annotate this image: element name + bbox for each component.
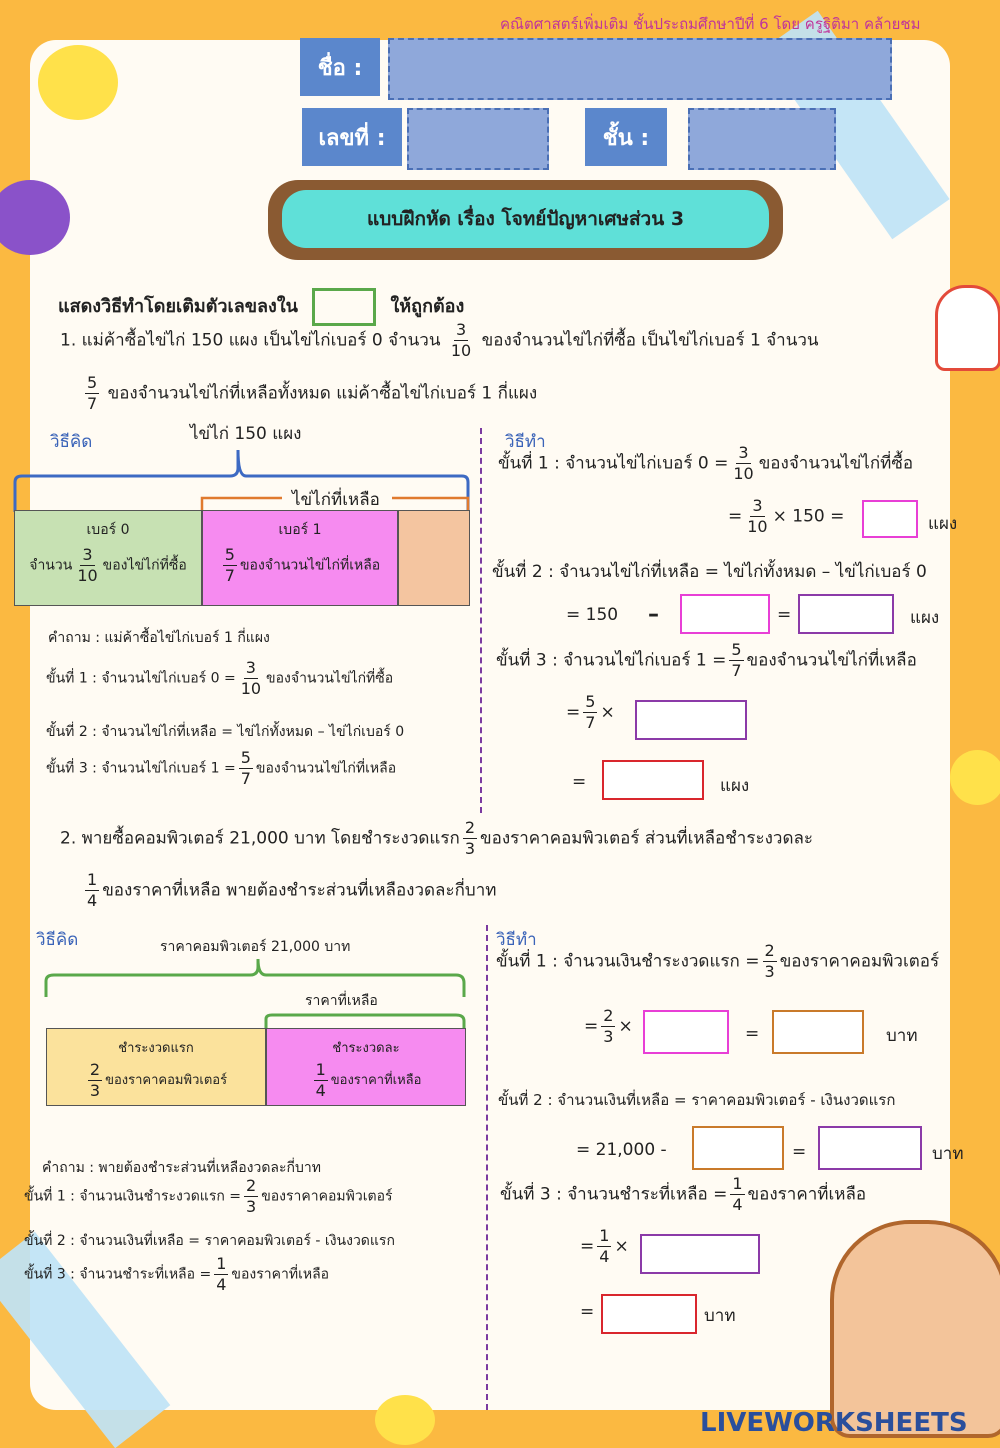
q1-cell1-title: เบอร์ 1 [278,522,322,538]
fraction-5-7: $\frac{5}{7}$ [240,748,251,788]
q2-text-line2: $\frac{1}{4}$ ของราคาที่เหลือ พายต้องชำระส่วนที่เหลืองวดละกี่บาท [87,870,497,910]
fraction-3-10: $\frac{3}{10}$ [240,658,262,698]
q1-left-step2: ขั้นที่ 2 : จำนวนไข่ไก่ที่เหลือ = ไข่ไก่ทั้งหมด – ไข่ไก่เบอร์ 0 [46,724,405,740]
q1-remain-label: ไข่ไก่ที่เหลือ [292,490,380,510]
q2-answer-box-2[interactable] [772,1010,864,1054]
fraction-3-10: $\frac{3}{10}$ [450,320,472,360]
q2-solve-label: วิธีทำ [496,930,537,950]
liveworksheets-logo [700,1408,968,1438]
boy-character-icon [830,1220,1000,1438]
q1-unit-1: แผง [928,514,958,534]
q1-answer-box-3[interactable] [798,594,894,634]
q1-answer-box-2[interactable] [680,594,770,634]
q2-right-step1-line2: = $\frac{2}{3}$ × [584,1006,633,1046]
q1-bar-segment-2 [398,510,470,606]
q1-equals-final: = [572,772,587,792]
liveworksheets-logo-text: LIVEWORKSHEETS [700,1408,968,1438]
star-decoration [38,45,118,120]
class-label: ชั้น : [585,108,667,166]
star-decoration [950,750,1000,805]
q1-unit-3: แผง [720,776,750,796]
q2-left-step2: ขั้นที่ 2 : จำนวนเงินที่เหลือ = ราคาคอมพิวเตอร์ - เงินงวดแรก [24,1233,395,1249]
q2-answer-box-4[interactable] [818,1126,922,1170]
q2-unit-2: บาท [932,1144,964,1164]
title-panel [282,190,769,248]
q2-cell0-body: $\frac{2}{3}$ ของราคาคอมพิวเตอร์ [89,1060,228,1100]
fraction-2-3: $\frac{2}{3}$ [603,1006,614,1046]
name-input[interactable] [388,38,892,100]
q1-bar-segment-0 [14,510,202,606]
q1-unit-2: แผง [910,608,940,628]
number-label: เลขที่ : [302,108,402,166]
q1-right-step3: ขั้นที่ 3 : จำนวนไข่ไก่เบอร์ 1 = $\frac{5}{7}$ ของจำนวนไข่ไก่ที่เหลือ [496,640,917,680]
q2-text-line1: 2. พายซื้อคอมพิวเตอร์ 21,000 บาท โดยชำระงวดแรก $\frac{2}{3}$ ของราคาคอมพิวเตอร์ ส่วนที่เหลือชำระงวดละ [60,818,814,858]
q1-cell0-title: เบอร์ 0 [86,522,130,538]
q1-column-divider [480,428,482,813]
q2-cell0-title: ชำระงวดแรก [118,1041,194,1056]
q1-minus-sign: – [648,602,659,627]
q2-right-step1: ขั้นที่ 1 : จำนวนเงินชำระงวดแรก = $\frac{2}{3}$ ของราคาคอมพิวเตอร์ [496,941,940,981]
q1-text-a: 1. แม่ค้าซื้อไข่ไก่ 150 แผง เป็นไข่ไก่เบอร์ 0 จำนวน [60,330,441,351]
q2-brace [40,955,470,1030]
q2-left-step3: ขั้นที่ 3 : จำนวนชำระที่เหลือ = $\frac{1}{4}$ ของราคาที่เหลือ [24,1254,330,1294]
fraction-1-4: $\frac{1}{4}$ [216,1254,227,1294]
q2-equals-final: = [580,1302,595,1322]
fraction-3-10: $\frac{3}{10}$ [77,545,98,585]
q1-bar-segment-1 [202,510,398,606]
q2-unit-3: บาท [704,1306,736,1326]
q1-left-step3: ขั้นที่ 3 : จำนวนไข่ไก่เบอร์ 1 = $\frac{5}{7}$ ของจำนวนไข่ไก่ที่เหลือ [46,748,397,788]
q1-think-label: วิธีคิด [50,432,93,452]
instruction-text [58,288,464,326]
q1-text-b: ของจำนวนไข่ไก่ที่ซื้อ เป็นไข่ไก่เบอร์ 1 จำนวน [481,330,819,351]
q1-solve-label: วิธีทำ [505,432,546,452]
q1-right-step3-line2: = $\frac{5}{7}$ × [566,692,615,732]
fraction-5-7: $\frac{5}{7}$ [224,545,235,585]
q1-brace [12,440,472,515]
fraction-2-3: $\frac{2}{3}$ [464,818,475,858]
q2-right-step2: ขั้นที่ 2 : จำนวนเงินที่เหลือ = ราคาคอมพิวเตอร์ - เงินงวดแรก [498,1091,896,1109]
fraction-1-4: $\frac{1}{4}$ [87,870,98,910]
fraction-2-3: $\frac{2}{3}$ [89,1060,101,1100]
q1-answer-box-4[interactable] [635,700,747,740]
q2-unit-1: บาท [886,1026,918,1046]
q1-text-line2 [82,375,537,412]
number-input[interactable] [407,108,549,170]
q1-question: คำถาม : แม่ค้าซื้อไข่ไก่เบอร์ 1 กี่แผง [48,630,270,646]
q1-equals-sign: = [777,605,792,625]
q2-question: คำถาม : พายต้องชำระส่วนที่เหลืองวดละกี่บาท [42,1160,321,1176]
header-credit: คณิตศาสตร์เพิ่มเติม ชั้นประถมศึกษาปีที่ 6 โดย ครูฐิติมา คล้ายชม [500,15,921,33]
star-decoration [375,1395,435,1445]
q2-total-brace [46,959,464,997]
q1-total-label: ไข่ไก่ 150 แผง [190,424,302,444]
q2-answer-box-3[interactable] [692,1126,784,1170]
q2-right-step3-line2: = $\frac{1}{4}$ × [580,1226,629,1266]
q2-total-label: ราคาคอมพิวเตอร์ 21,000 บาท [160,939,351,955]
q1-answer-box-1[interactable] [862,500,918,538]
page-title: แบบฝึกหัด เรื่อง โจทย์ปัญหาเศษส่วน 3 [366,208,685,230]
q1-text-line1 [60,322,819,359]
instruction-before: แสดงวิธีทำโดยเติมตัวเลขลงใน [58,296,298,317]
fraction-2-3: $\frac{2}{3}$ [246,1176,257,1216]
q2-equals-2: = [792,1142,807,1162]
rocket-icon [935,285,1000,371]
q1-final-answer-box[interactable] [602,760,704,800]
fraction-5-7: $\frac{5}{7}$ [87,373,98,413]
instruction-sample-box [312,288,376,326]
q2-remain-label: ราคาที่เหลือ [305,993,378,1009]
q1-left-step1: ขั้นที่ 1 : จำนวนไข่ไก่เบอร์ 0 = $\frac{3}{10}$ ของจำนวนไข่ไก่ที่ซื้อ [46,658,394,698]
instruction-after: ให้ถูกต้อง [390,296,465,317]
q1-right-step2-line2: = 150 [566,605,619,625]
q2-remain-brace [266,1015,464,1029]
q2-equals-1: = [745,1024,760,1044]
q2-cell1-title: ชำระงวดละ [332,1041,400,1056]
q1-text-c: ของจำนวนไข่ไก่ที่เหลือทั้งหมด แม่ค้าซื้อไข่ไก่เบอร์ 1 กี่แผง [107,383,538,404]
fraction-1-4: $\frac{1}{4}$ [315,1060,326,1100]
q2-cell1-body: $\frac{1}{4}$ ของราคาที่เหลือ [315,1060,422,1100]
fraction-5-7: $\frac{5}{7}$ [585,692,596,732]
q2-left-step1: ขั้นที่ 1 : จำนวนเงินชำระงวดแรก = $\frac{2}{3}$ ของราคาคอมพิวเตอร์ [24,1176,393,1216]
q2-column-divider [486,925,488,1410]
fraction-2-3: $\frac{2}{3}$ [764,941,775,981]
class-input[interactable] [688,108,836,170]
fraction-1-4: $\frac{1}{4}$ [599,1226,610,1266]
q2-bar-segment-0 [46,1028,266,1106]
q1-right-step2: ขั้นที่ 2 : จำนวนไข่ไก่ที่เหลือ = ไข่ไก่ทั้งหมด – ไข่ไก่เบอร์ 0 [492,562,927,582]
q2-bar-segment-1 [266,1028,466,1106]
q2-answer-box-5[interactable] [640,1234,760,1274]
name-label: ชื่อ : [300,38,380,96]
q2-answer-box-1[interactable] [643,1010,729,1054]
q1-right-step1: ขั้นที่ 1 : จำนวนไข่ไก่เบอร์ 0 = $\frac{3}{10}$ ของจำนวนไข่ไก่ที่ซื้อ [498,443,914,483]
fraction-3-10: $\frac{3}{10}$ [733,443,754,483]
q2-final-answer-box[interactable] [601,1294,697,1334]
q2-right-step3: ขั้นที่ 3 : จำนวนชำระที่เหลือ = $\frac{1}{4}$ ของราคาที่เหลือ [500,1174,867,1214]
q1-cell1-body: $\frac{5}{7}$ ของจำนวนไข่ไก่ที่เหลือ [224,545,381,585]
fraction-3-10: $\frac{3}{10}$ [747,496,768,536]
q2-think-label: วิธีคิด [36,930,79,950]
q2-right-step2-line2: = 21,000 - [576,1140,667,1160]
q1-right-step1-line2: = $\frac{3}{10}$ × 150 = [728,496,845,536]
q1-cell0-body: จำนวน $\frac{3}{10}$ ของไข่ไก่ที่ซื้อ [29,545,187,585]
fraction-5-7: $\frac{5}{7}$ [731,640,742,680]
fraction-1-4: $\frac{1}{4}$ [732,1174,743,1214]
q1-total-brace [15,450,468,512]
